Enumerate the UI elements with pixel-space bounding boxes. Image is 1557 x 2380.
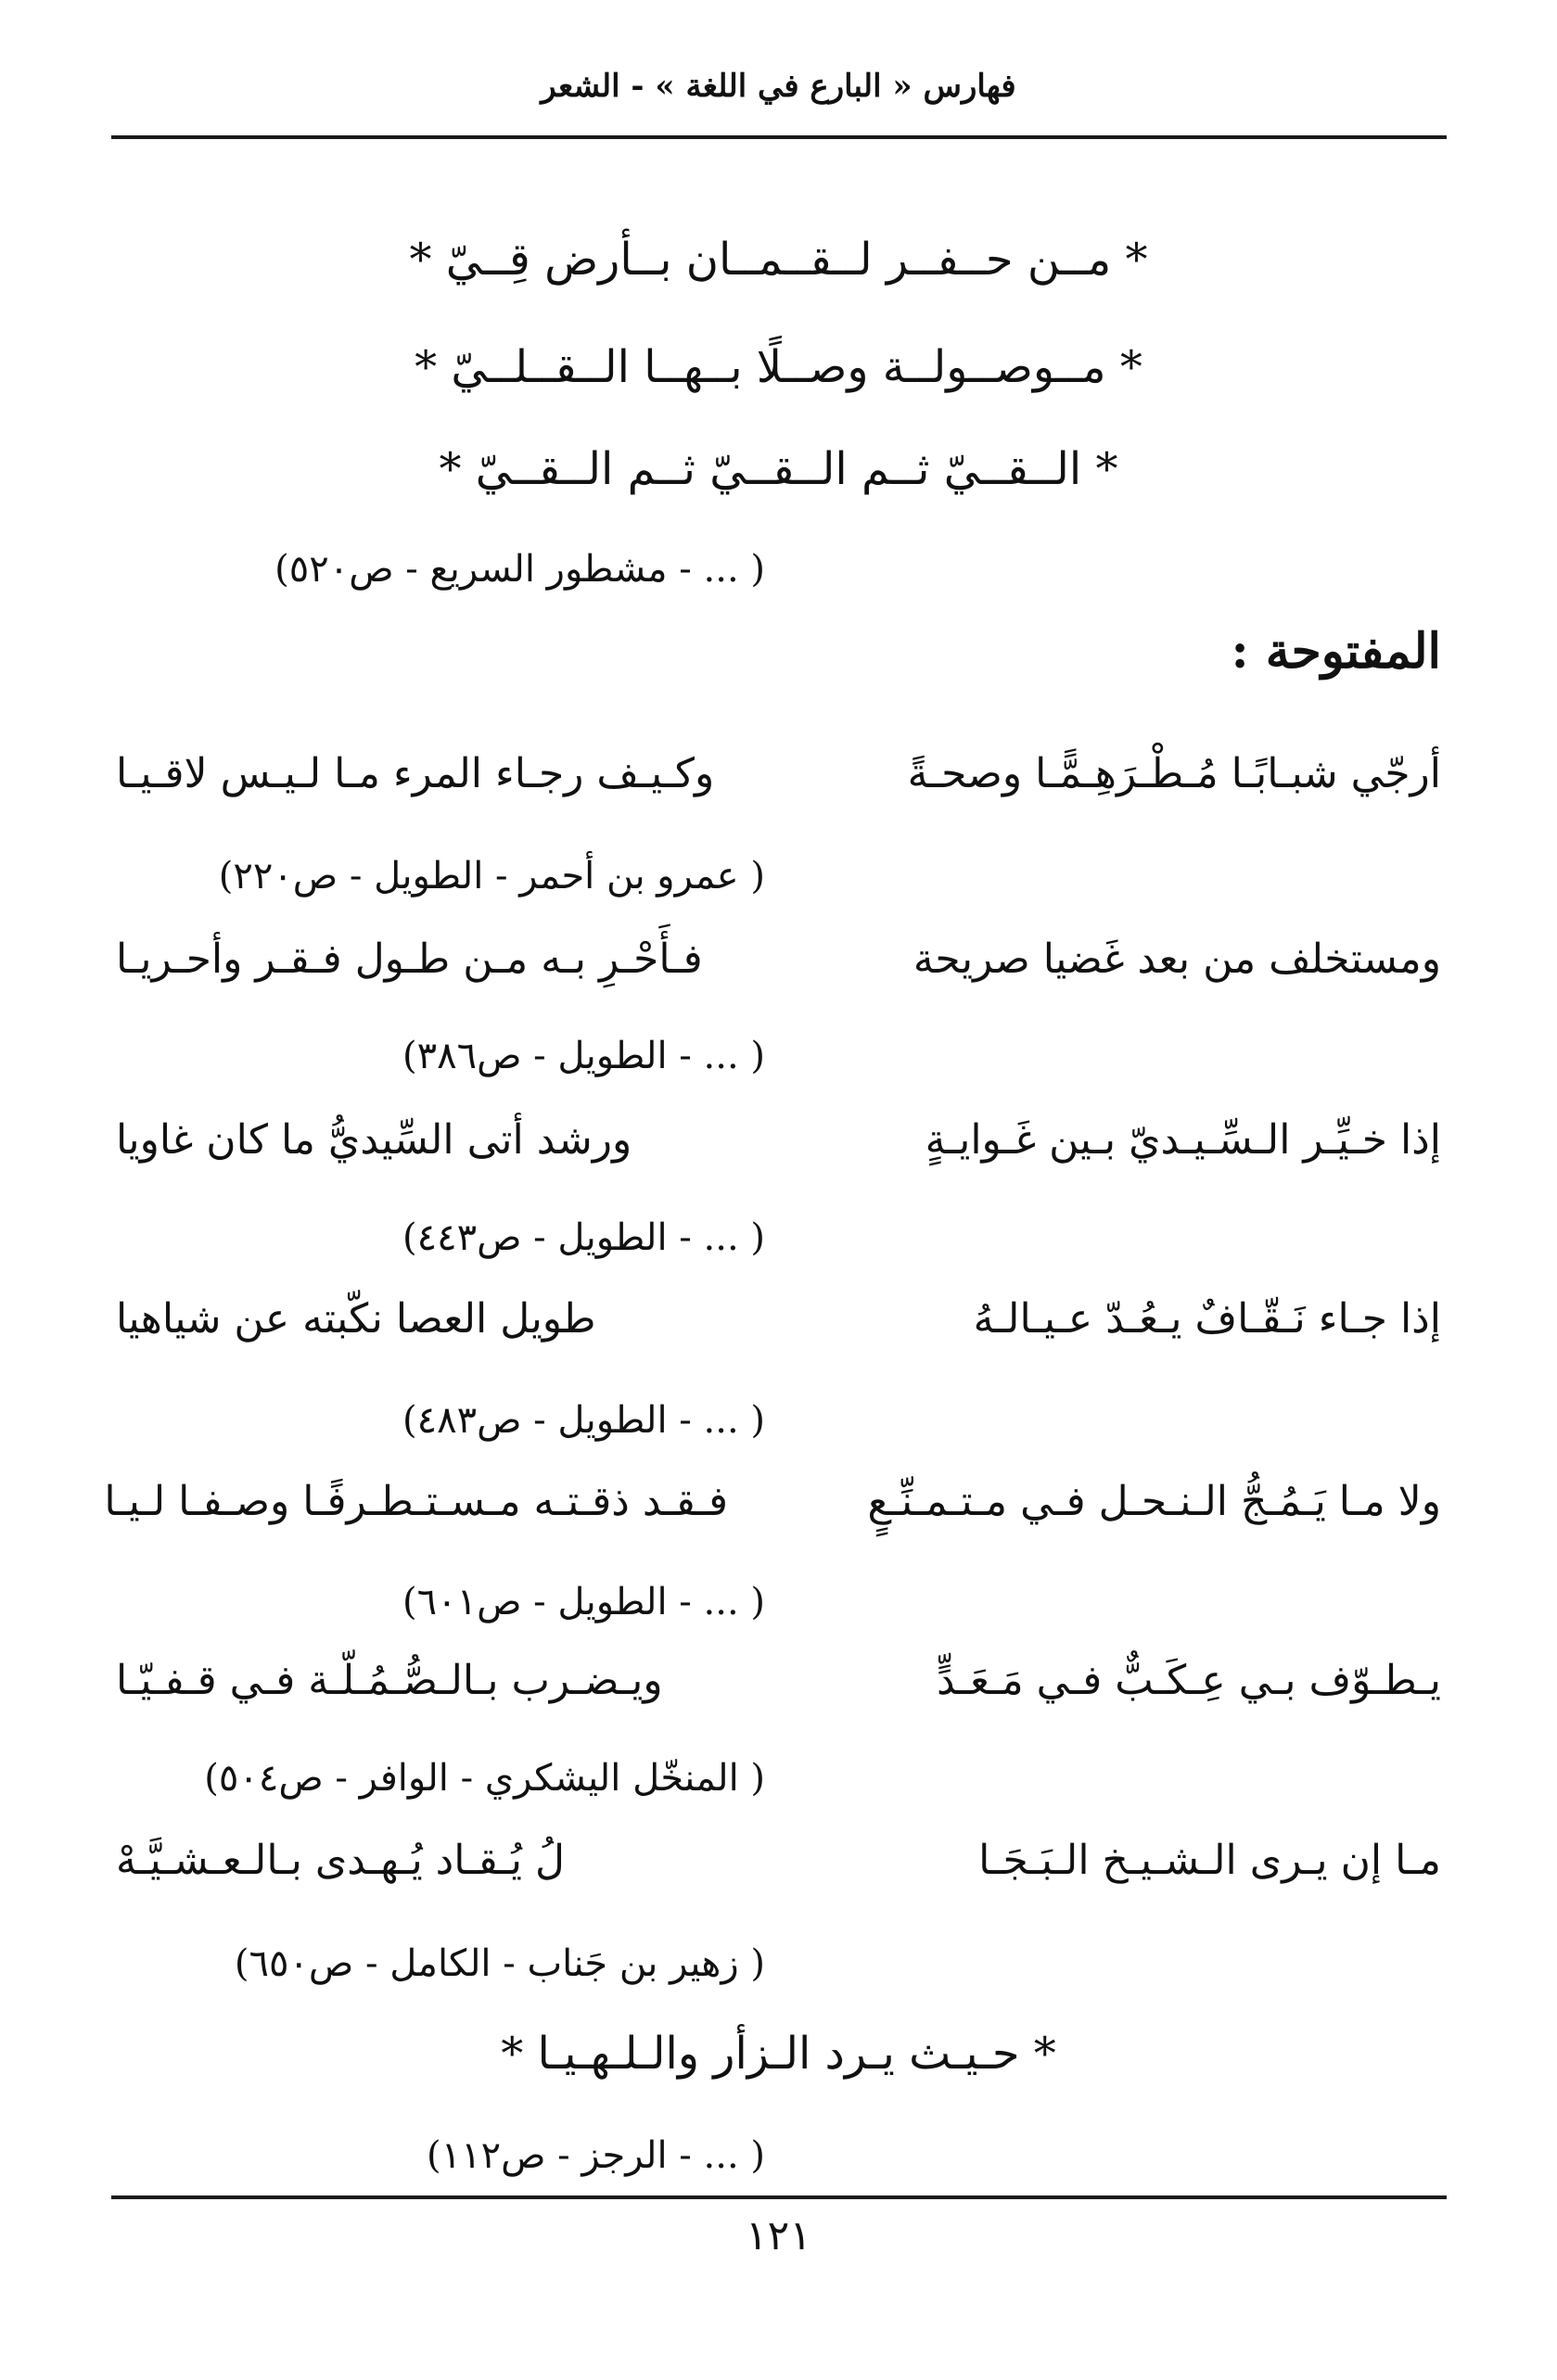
verse-source: ( ... - الطويل - ص٦٠١) <box>402 1581 765 1623</box>
first-hemistich: ولا مـا يَـمُـجُّ الـنـحـل فـي مـتـمـنِّـعٍ <box>867 1478 1441 1525</box>
page-number: ١٢١ <box>746 2212 811 2259</box>
second-hemistich: وكـيـف رجـاء المرء مـا لـيـس لاقـيـا <box>116 750 715 797</box>
first-hemistich: إذا خـيِّـر الـسِّـيـديّ بـين غَـوايـةٍ <box>925 1116 1441 1164</box>
verse-source: ( المنخّل اليشكري - الوافر - ص٥٠٤) <box>204 1757 765 1800</box>
rajaz-line: * مــن حــفــر لــقــمــان بــأرض قِــيّ * <box>409 234 1148 286</box>
second-hemistich: طويل العصا نكّبته عن شياهيا <box>116 1295 596 1343</box>
couplet <box>116 737 1441 811</box>
verse-source: ( ... - الرجز - ص١١٢) <box>427 2134 765 2177</box>
couplet <box>116 1103 1441 1177</box>
verse-source: ( زهير بن جَناب - الكامل - ص٦٥٠) <box>234 1942 765 1985</box>
first-hemistich: إذا جـاء نَـقّـافٌ يـعُـدّ عـيـالـهُ <box>973 1295 1441 1343</box>
couplet <box>104 1465 1441 1539</box>
second-hemistich: لُ يُـقـاد يُـهـدى بـالـعـشـيَّـهْ <box>116 1837 565 1884</box>
first-hemistich: يـطـوّف بـي عِـكَـبٌّ فـي مَـعَـدٍّ <box>936 1657 1441 1704</box>
verse-source: ( ... - مشطور السريع - ص٥٢٠) <box>274 548 765 591</box>
running-header: فهارس « البارع في اللغة » - الشعر <box>541 68 1016 105</box>
verse-source: ( ... - الطويل - ص٤٨٣) <box>402 1399 765 1442</box>
first-hemistich: ومستخلف من بعد غَضيا صريحة <box>913 935 1441 983</box>
verse-source: ( ... - الطويل - ص٤٤٣) <box>402 1216 765 1259</box>
section-heading: المفتوحة : <box>1231 623 1441 680</box>
second-hemistich: فـأَحْـرِ بـه مـن طـول فـقـر وأحـريـا <box>116 935 703 983</box>
couplet <box>116 1282 1441 1356</box>
verse-source: ( عمرو بن أحمر - الطويل - ص٢٢٠) <box>218 855 765 897</box>
second-hemistich: فـقـد ذقـتـه مـسـتـطـرفًـا وصـفـا لـيـا <box>104 1478 728 1525</box>
couplet <box>116 1644 1441 1718</box>
footer-rule <box>111 2195 1447 2199</box>
verse-source: ( ... - الطويل - ص٣٨٦) <box>402 1035 765 1077</box>
second-hemistich: ويـضـرب بـالـصُّـمُـلّـة فـي قـفـيّـا <box>116 1657 663 1704</box>
couplet <box>116 923 1441 997</box>
couplet <box>116 1824 1441 1898</box>
rajaz-line: * الــقــيّ ثــم الــقــيّ ثــم الــقــيّ * <box>439 443 1118 495</box>
header-rule <box>111 135 1447 139</box>
second-hemistich: ورشد أتى السِّيديُّ ما كان غاويا <box>116 1116 632 1164</box>
first-hemistich: أرجّي شبـابًـا مُـطْـرَهِـمًّـا وصحـةً <box>907 750 1441 797</box>
rajaz-line: * مــوصــولــة وصــلًا بــهــا الــقــلــيّ * <box>415 341 1142 393</box>
rajaz-line: * حـيـث يـرد الـزأر والـلـهـيـا * <box>501 2028 1056 2080</box>
first-hemistich: مـا إن يـرى الـشـيـخ الـبَـجَـا <box>978 1837 1441 1884</box>
